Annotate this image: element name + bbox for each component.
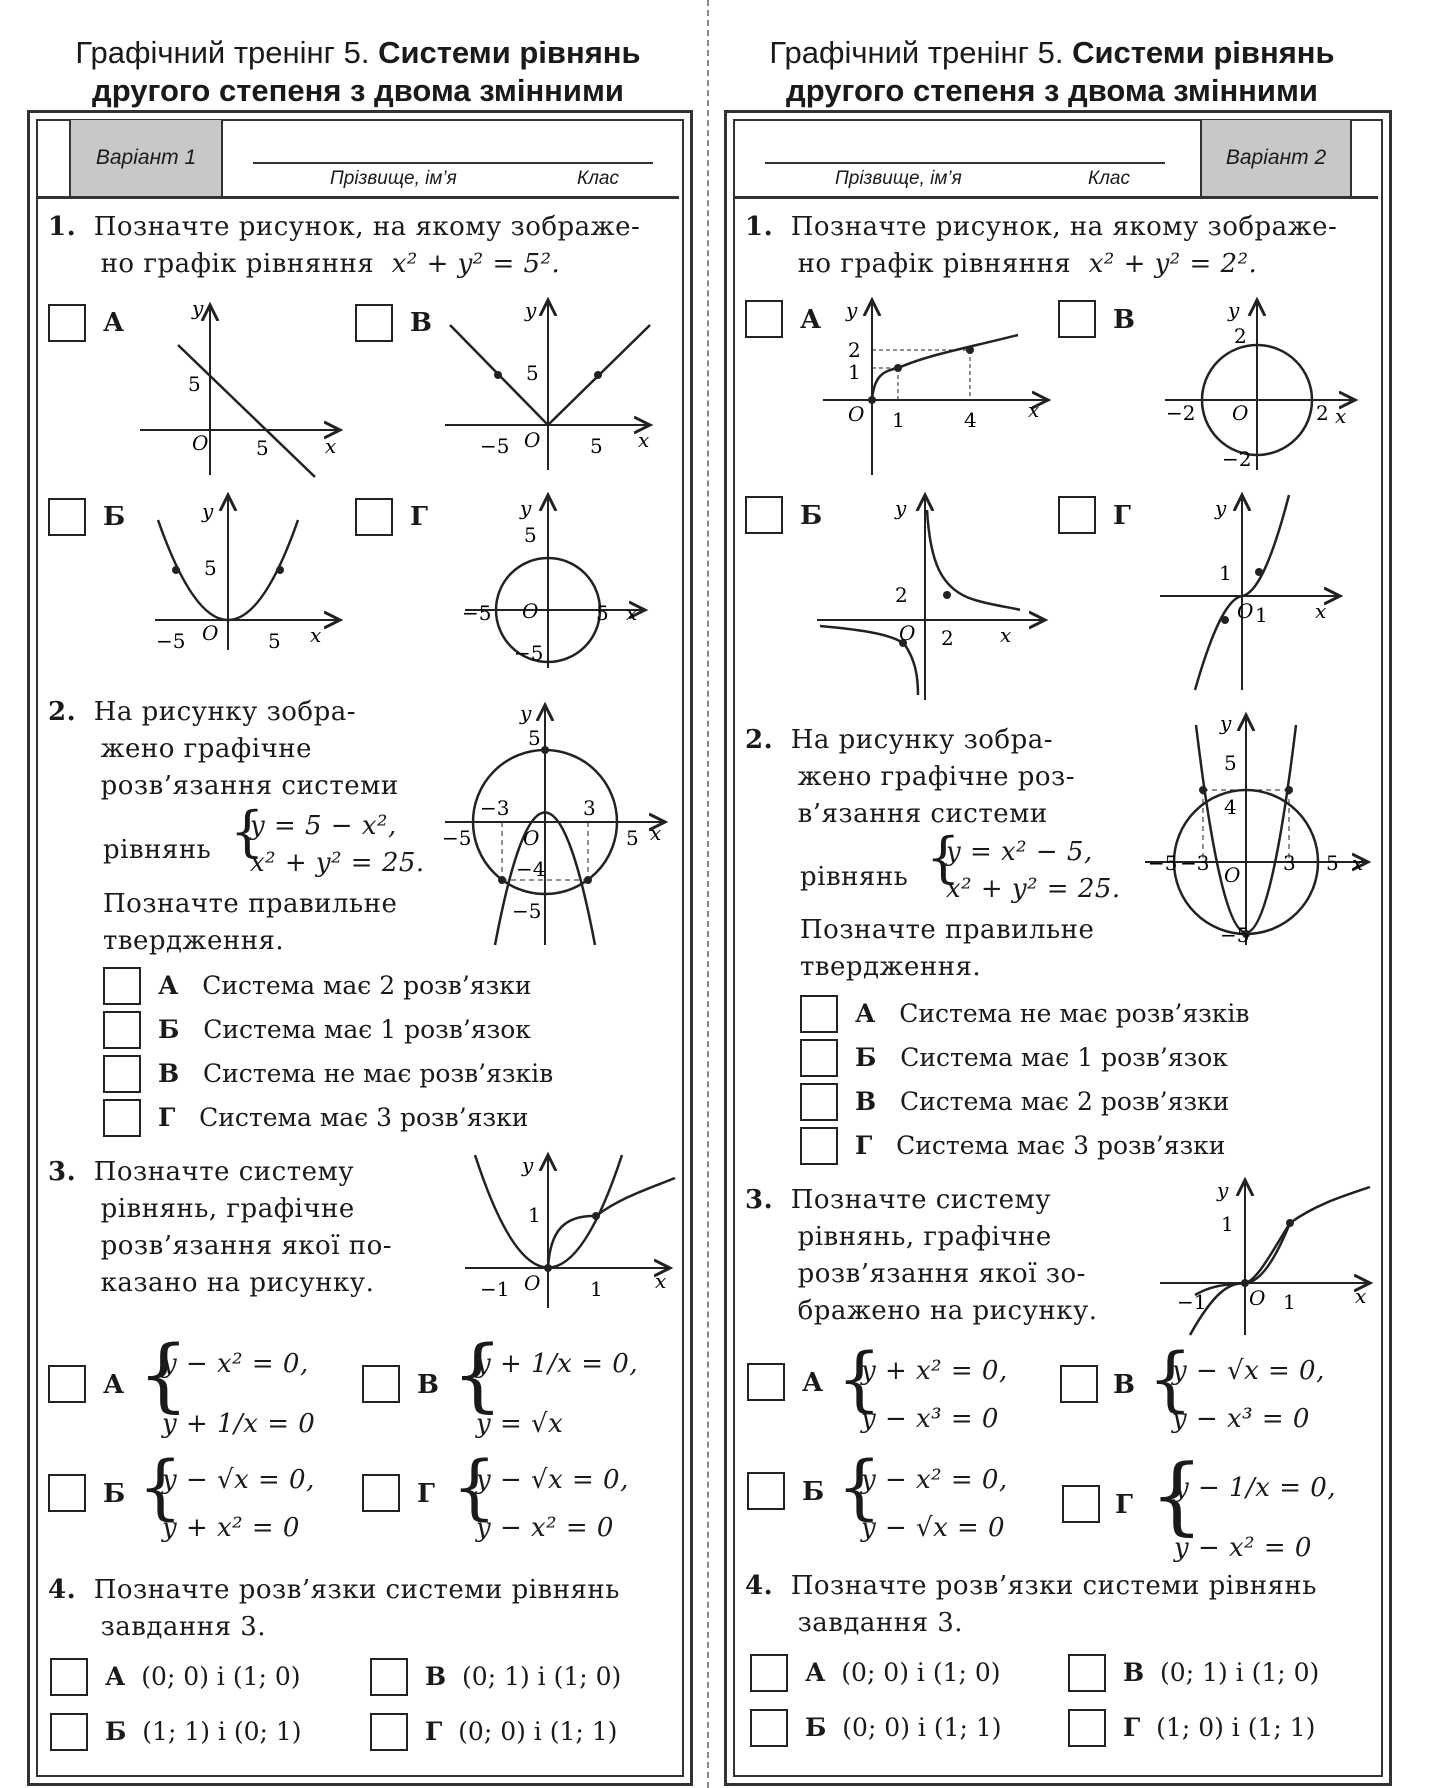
q2-option-g: Г Система має 3 розв’язки <box>158 1103 529 1132</box>
brace: { <box>837 1338 882 1420</box>
q3-checkbox-v[interactable] <box>1060 1365 1098 1403</box>
q2-graph <box>440 700 670 950</box>
tick: −5 <box>480 434 510 458</box>
q4-option-b: Б (0; 0) і (1; 1) <box>805 1713 1002 1742</box>
tick: 3 <box>1283 851 1296 875</box>
q1-text: 1. Позначте рисунок, на якому зображе- но графік рівняння x² + y² = 2². <box>745 212 1338 279</box>
q2-option-v: В Система має 2 розв’язки <box>855 1087 1230 1116</box>
tick: −5 <box>442 826 472 850</box>
q2-system: y = 5 − x², x² + y² = 25. <box>250 811 425 878</box>
class-label: Клас <box>1088 168 1130 189</box>
q2-word: рівнянь <box>800 862 909 892</box>
tick: 2 <box>895 583 908 607</box>
brace: { <box>452 1446 497 1528</box>
worksheet-title: Графічний тренінг 5. Системи рівнянь другого степеня з двома змінними <box>75 35 641 108</box>
origin: O <box>202 621 219 645</box>
q1-label-g: Г <box>1113 501 1131 531</box>
brace: { <box>837 1446 882 1528</box>
q2-option-v: В Система не має розв’язків <box>158 1059 554 1088</box>
surname-label: Прізвище, ім’я <box>835 168 962 189</box>
q4-checkbox-b[interactable] <box>50 1713 88 1751</box>
axis-x: x <box>1335 404 1347 428</box>
q3-system-v: y − √x = 0, y − x³ = 0 <box>1172 1356 1325 1434</box>
axis-x: x <box>650 821 662 845</box>
brace: { <box>1150 1446 1204 1544</box>
q1-graph-b <box>815 490 1055 700</box>
q3-system-g: y − 1/x = 0, y − x² = 0 <box>1174 1473 1337 1563</box>
tick: −2 <box>1166 401 1196 425</box>
tick: 1 <box>590 1277 603 1301</box>
q1-label-b: Б <box>800 501 823 531</box>
q3-checkbox-g[interactable] <box>362 1474 400 1512</box>
axis-y: y <box>1228 298 1240 322</box>
axis-y: y <box>1217 1178 1229 1202</box>
tick: 5 <box>188 372 201 396</box>
q2-graph <box>1140 710 1375 950</box>
q2-option-a: А Система не має розв’язків <box>855 999 1250 1028</box>
tick: 5 <box>626 826 639 850</box>
axis-x: x <box>626 601 638 625</box>
q3-system-v: y + 1/x = 0, y = √x <box>476 1349 639 1439</box>
origin: O <box>192 431 209 455</box>
q4-checkbox-g[interactable] <box>1068 1709 1106 1747</box>
axis-y: y <box>846 298 858 322</box>
axis-x: x <box>1355 1284 1367 1308</box>
variant-label: Варіант 2 <box>1200 120 1352 196</box>
origin: O <box>1232 401 1249 425</box>
q3-label-g: Г <box>417 1479 435 1509</box>
axis-x: x <box>655 1269 667 1293</box>
q3-system-b: y − √x = 0, y + x² = 0 <box>162 1465 315 1543</box>
name-line[interactable] <box>765 162 1165 164</box>
q3-system-g: y − √x = 0, y − x² = 0 <box>476 1465 629 1543</box>
q1-checkbox-v[interactable] <box>1058 300 1096 338</box>
tick: 5 <box>268 629 281 653</box>
axis-x: x <box>638 428 650 452</box>
q2-option-g: Г Система має 3 розв’язки <box>855 1131 1226 1160</box>
tick: 5 <box>526 361 539 385</box>
q4-checkbox-b[interactable] <box>750 1709 788 1747</box>
q1-graph-v <box>1160 295 1360 475</box>
q1-graph-v <box>440 295 660 470</box>
axis-y: y <box>202 499 214 523</box>
q1-graph-a <box>130 295 350 480</box>
variant-label: Варіант 1 <box>69 120 223 196</box>
tick: −5 <box>1148 851 1178 875</box>
q1-graph-a <box>818 295 1058 480</box>
q4-option-a: А (0; 0) і (1; 0) <box>105 1662 301 1691</box>
name-line[interactable] <box>253 162 653 164</box>
q2-checkbox-v[interactable] <box>103 1055 141 1093</box>
q1-checkbox-a[interactable] <box>48 304 86 342</box>
q3-label-b: Б <box>802 1477 825 1507</box>
tick: −1 <box>1177 1290 1207 1314</box>
q2-checkbox-v[interactable] <box>800 1083 838 1121</box>
origin: O <box>848 402 865 426</box>
tick: 2 <box>1234 324 1247 348</box>
q4-checkbox-v[interactable] <box>1068 1654 1106 1692</box>
q1-checkbox-g[interactable] <box>355 498 393 536</box>
tick: 2 <box>1316 401 1329 425</box>
q1-label-v: В <box>1113 305 1135 335</box>
q1-graph-g <box>1155 490 1355 695</box>
tick: 1 <box>1221 1212 1234 1236</box>
q2-checkbox-b[interactable] <box>103 1011 141 1049</box>
q1-checkbox-g[interactable] <box>1058 496 1096 534</box>
q2-checkbox-g[interactable] <box>800 1127 838 1165</box>
q1-label-v: В <box>410 308 432 338</box>
tick: 1 <box>848 360 861 384</box>
q4-option-g: Г (1; 0) і (1; 1) <box>1123 1713 1316 1742</box>
q3-graph <box>1155 1175 1375 1340</box>
origin: O <box>523 826 540 850</box>
q3-checkbox-b[interactable] <box>48 1474 86 1512</box>
worksheet-title: Графічний тренінг 5. Системи рівнянь другого степеня з двома змінними <box>769 35 1335 108</box>
q4-text: 4. Позначте розв’язки системи рівнянь завдання 3. <box>48 1575 620 1642</box>
axis-y: y <box>192 296 204 320</box>
origin: O <box>1249 1286 1266 1310</box>
tick: 5 <box>590 434 603 458</box>
axis-y: y <box>525 298 537 322</box>
q2-option-b: Б Система має 1 розв’язок <box>855 1043 1228 1072</box>
q3-checkbox-v[interactable] <box>362 1365 400 1403</box>
tick: −1 <box>480 1277 510 1301</box>
tick: −3 <box>1180 851 1210 875</box>
q4-checkbox-a[interactable] <box>750 1654 788 1692</box>
q3-text: 3. Позначте систему рівнянь, графічне розв’язання якої по- казано на рисунку. <box>48 1157 393 1298</box>
q2-checkbox-g[interactable] <box>103 1099 141 1137</box>
brace: { <box>926 826 961 889</box>
q4-checkbox-v[interactable] <box>370 1658 408 1696</box>
brace: { <box>1148 1338 1193 1420</box>
q2-checkbox-a[interactable] <box>800 995 838 1033</box>
tick: 1 <box>1255 603 1268 627</box>
q2-option-b: Б Система має 1 розв’язок <box>158 1015 531 1044</box>
q1-label-a: А <box>800 305 822 335</box>
tick: 2 <box>941 626 954 650</box>
tick: −4 <box>516 857 546 881</box>
q4-option-a: А (0; 0) і (1; 0) <box>805 1658 1001 1687</box>
axis-y: y <box>520 701 532 725</box>
axis-x: x <box>1352 851 1364 875</box>
tick: 1 <box>528 1203 541 1227</box>
q1-checkbox-b[interactable] <box>48 498 86 536</box>
axis-x: x <box>1000 623 1012 647</box>
origin: O <box>1237 599 1254 623</box>
axis-x: x <box>325 434 337 458</box>
surname-label: Прізвище, ім’я <box>330 168 457 189</box>
axis-x: x <box>1315 599 1327 623</box>
tick: 4 <box>964 408 977 432</box>
axis-y: y <box>1220 711 1232 735</box>
q1-label-b: Б <box>103 502 126 532</box>
q4-option-b: Б (1; 1) і (0; 1) <box>105 1717 302 1746</box>
q3-label-g: Г <box>1115 1490 1133 1520</box>
tick: −5 <box>512 899 542 923</box>
q2-text: 2. На рисунку зобра- жено графічне роз- в’язання системи <box>745 725 1076 829</box>
cut-line <box>707 0 709 1788</box>
tick: −3 <box>480 796 510 820</box>
q4-checkbox-a[interactable] <box>50 1658 88 1696</box>
tick: 3 <box>583 796 596 820</box>
q2-checkbox-b[interactable] <box>800 1039 838 1077</box>
tick: 1 <box>892 408 905 432</box>
q1-checkbox-b[interactable] <box>745 496 783 534</box>
tick: 5 <box>1326 851 1339 875</box>
origin: O <box>524 1271 541 1295</box>
tick: −5 <box>514 641 544 665</box>
tick: 4 <box>1224 795 1237 819</box>
q1-graph-g <box>460 490 650 670</box>
q3-label-v: В <box>417 1370 439 1400</box>
q4-option-v: В (0; 1) і (1; 0) <box>425 1662 622 1691</box>
axis-y: y <box>520 496 532 520</box>
q3-label-a: А <box>103 1370 125 1400</box>
tick: 5 <box>204 556 217 580</box>
q4-text: 4. Позначте розв’язки системи рівнянь завдання 3. <box>745 1571 1317 1638</box>
brace: { <box>138 1328 189 1421</box>
tick: 1 <box>1219 561 1232 585</box>
class-label: Клас <box>577 168 619 189</box>
q2-text: 2. На рисунку зобра- жено графічне розв’язання системи <box>48 697 399 801</box>
q3-system-b: y − x² = 0, y − √x = 0 <box>861 1465 1008 1543</box>
q4-checkbox-g[interactable] <box>370 1713 408 1751</box>
axis-x: x <box>310 623 322 647</box>
tick: 2 <box>848 338 861 362</box>
q1-label-a: А <box>103 308 125 338</box>
tick: −5 <box>462 601 492 625</box>
q3-label-b: Б <box>103 1479 126 1509</box>
q4-option-g: Г (0; 0) і (1; 1) <box>425 1717 618 1746</box>
q2-word: рівнянь <box>103 835 212 865</box>
axis-x: x <box>1028 398 1040 422</box>
q1-label-g: Г <box>410 502 428 532</box>
tick: −2 <box>1222 447 1252 471</box>
brace: { <box>138 1446 183 1528</box>
tick: 5 <box>524 523 537 547</box>
q3-text: 3. Позначте систему рівнянь, графічне розв’язання якої зо- бражено на рисунку. <box>745 1185 1098 1326</box>
q2-text-2: Позначте правильне твердження. <box>103 889 398 956</box>
brace: { <box>452 1328 503 1421</box>
q2-option-a: А Система має 2 розв’язки <box>158 971 532 1000</box>
q3-graph <box>460 1150 680 1310</box>
axis-y: y <box>1215 496 1227 520</box>
origin: O <box>522 599 539 623</box>
q2-checkbox-a[interactable] <box>103 967 141 1005</box>
axis-y: y <box>522 1153 534 1177</box>
q1-checkbox-v[interactable] <box>355 304 393 342</box>
q3-label-v: В <box>1113 1370 1135 1400</box>
q3-checkbox-g[interactable] <box>1062 1485 1100 1523</box>
q3-label-a: А <box>802 1368 824 1398</box>
q1-text: 1. Позначте рисунок, на якому зображе- но графік рівняння x² + y² = 5². <box>48 212 641 279</box>
q1-checkbox-a[interactable] <box>745 300 783 338</box>
q2-system: y = x² − 5, x² + y² = 25. <box>946 837 1121 904</box>
brace: { <box>230 800 265 863</box>
tick: −5 <box>1220 923 1250 947</box>
q1-graph-b <box>150 490 350 655</box>
axis-y: y <box>895 496 907 520</box>
tick: 5 <box>1224 751 1237 775</box>
q4-option-v: В (0; 1) і (1; 0) <box>1123 1658 1320 1687</box>
origin: O <box>899 621 916 645</box>
tick: 5 <box>528 726 541 750</box>
tick: −5 <box>156 629 186 653</box>
q3-checkbox-b[interactable] <box>747 1472 785 1510</box>
q3-checkbox-a[interactable] <box>48 1365 86 1403</box>
q3-checkbox-a[interactable] <box>747 1363 785 1401</box>
tick: 5 <box>256 436 269 460</box>
q3-system-a: y + x² = 0, y − x³ = 0 <box>861 1356 1008 1434</box>
origin: O <box>524 428 541 452</box>
tick: 1 <box>1283 1290 1296 1314</box>
tick: 5 <box>596 601 609 625</box>
q3-system-a: y − x² = 0, y + 1/x = 0 <box>162 1349 316 1439</box>
q2-text-2: Позначте правильне твердження. <box>800 915 1095 982</box>
origin: O <box>1224 863 1241 887</box>
